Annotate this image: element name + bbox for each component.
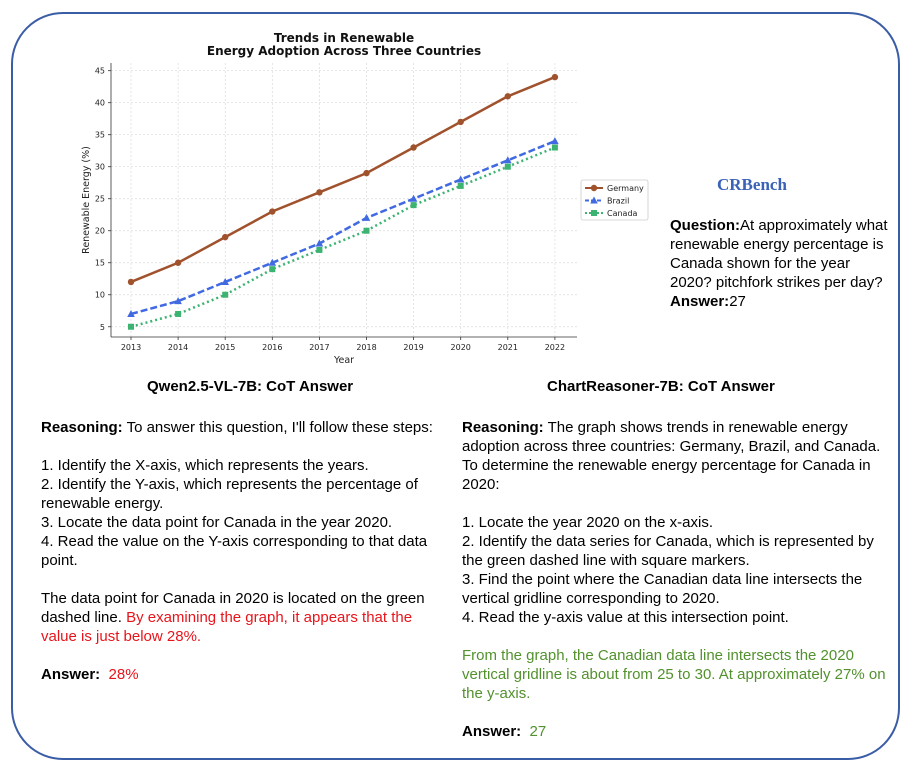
left-answer [41,665,451,684]
y-tick-label: 5 [99,322,105,332]
y-tick-label: 20 [94,226,105,236]
data-point-canada [411,202,417,208]
right-reasoning [462,418,892,494]
answer-value: 27 [729,293,746,310]
left-step: 3. Locate the data point for Canada in the year 2020. [41,514,393,531]
right-step: 1. Locate the year 2020 on the x-axis. [462,514,713,531]
brand-title: CRBench [717,175,787,194]
data-point-germany [458,119,464,125]
answer-label: Answer: [670,293,730,310]
right-reasoning-label: Reasoning: [462,419,544,436]
left-conclusion-plain: The data point for Canada in 2020 is located on the green dashed line. [41,590,425,626]
line-chart [70,28,660,373]
left-conclusion-highlight: By examining the graph, it appears that the value is just below 28%. [41,609,413,645]
right-reasoning-intro: The graph shows trends in renewable energy adoption across three countries: Germany, Brazil, and Canada. To determine the renewable energy percentage for Canada in 2020: [462,419,881,493]
x-tick-label: 2017 [309,343,330,352]
right-conclusion: From the graph, the Canadian data line intersects the 2020 vertical gridline is about from 25 to 30. At approximately 27% on the y-axis. [462,647,886,702]
data-point-germany [128,279,134,285]
right-step: 3. Find the point where the Canadian data line intersects the vertical gridline corresponding to 2020. [462,571,863,607]
right-panel [462,418,892,760]
left-conclusion [41,589,451,646]
right-steps [462,513,892,627]
data-point-canada [316,247,322,253]
data-point-germany [222,234,228,240]
legend-label-canada: Canada [607,209,638,218]
x-tick-label: 2013 [120,343,142,352]
question-block [670,216,890,311]
data-point-canada [222,292,228,298]
y-tick-label: 10 [94,290,105,300]
chart-title: Trends in Renewable [273,31,415,45]
left-step: 4. Read the value on the Y-axis corresponding to that data point. [41,533,428,569]
left-panel [41,418,451,703]
right-heading: ChartReasoner-7B: CoT Answer [547,378,775,395]
right-answer-value: 27 [529,723,547,740]
left-answer-value: 28% [108,666,139,683]
data-point-germany [175,260,181,266]
left-heading: Qwen2.5-VL-7B: CoT Answer [147,378,354,395]
data-point-germany [410,144,416,150]
x-tick-label: 2020 [450,343,471,352]
data-point-canada [505,164,511,170]
legend-marker-canada [591,210,597,216]
x-axis-title: Year [333,355,355,366]
data-point-germany [363,170,369,176]
plot-area [111,63,577,337]
left-steps [41,456,451,570]
left-step: 1. Identify the X-axis, which represents the years. [41,457,369,474]
x-tick-label: 2022 [544,343,566,352]
question-label: Question: [670,217,740,234]
right-answer [462,722,892,741]
data-point-germany [316,189,322,195]
y-tick-label: 45 [94,66,105,76]
data-point-germany [552,74,558,80]
data-point-canada [458,183,464,189]
data-point-canada [175,311,181,317]
question-text: At approximately what renewable energy percentage is Canada shown for the year 2020? pitchfork strikes per day? [670,217,888,291]
legend-marker-germany [591,185,597,191]
left-reasoning-label: Reasoning: [41,419,123,436]
x-tick-label: 2019 [403,343,424,352]
y-axis-title: Renewable Energy (%) [81,146,92,254]
y-tick-label: 25 [94,194,105,204]
y-tick-label: 40 [94,98,105,108]
x-tick-label: 2015 [215,343,236,352]
left-reasoning [41,418,451,437]
left-reasoning-intro: To answer this question, I'll follow these steps: [122,419,433,436]
data-point-canada [364,228,370,234]
x-tick-label: 2021 [497,343,518,352]
data-point-canada [269,266,275,272]
x-tick-label: 2016 [262,343,283,352]
left-step: 2. Identify the Y-axis, which represents the percentage of renewable energy. [41,476,418,512]
right-answer-label: Answer: [462,723,522,740]
x-tick-label: 2014 [167,343,189,352]
legend-label-brazil: Brazil [607,196,630,206]
data-point-germany [269,208,275,214]
x-tick-label: 2018 [356,343,377,352]
y-tick-label: 35 [94,130,105,140]
right-step: 2. Identify the data series for Canada, which is represented by the green dashed line with square markers. [462,533,874,569]
data-point-germany [505,93,511,99]
data-point-canada [552,145,558,151]
chart-title: Energy Adoption Across Three Countries [206,44,482,58]
right-step: 4. Read the y-axis value at this intersection point. [462,609,789,626]
y-tick-label: 15 [94,258,105,268]
data-point-canada [128,324,134,330]
legend-label-germany: Germany [607,184,644,193]
left-answer-label: Answer: [41,666,101,683]
y-tick-label: 30 [94,162,105,172]
